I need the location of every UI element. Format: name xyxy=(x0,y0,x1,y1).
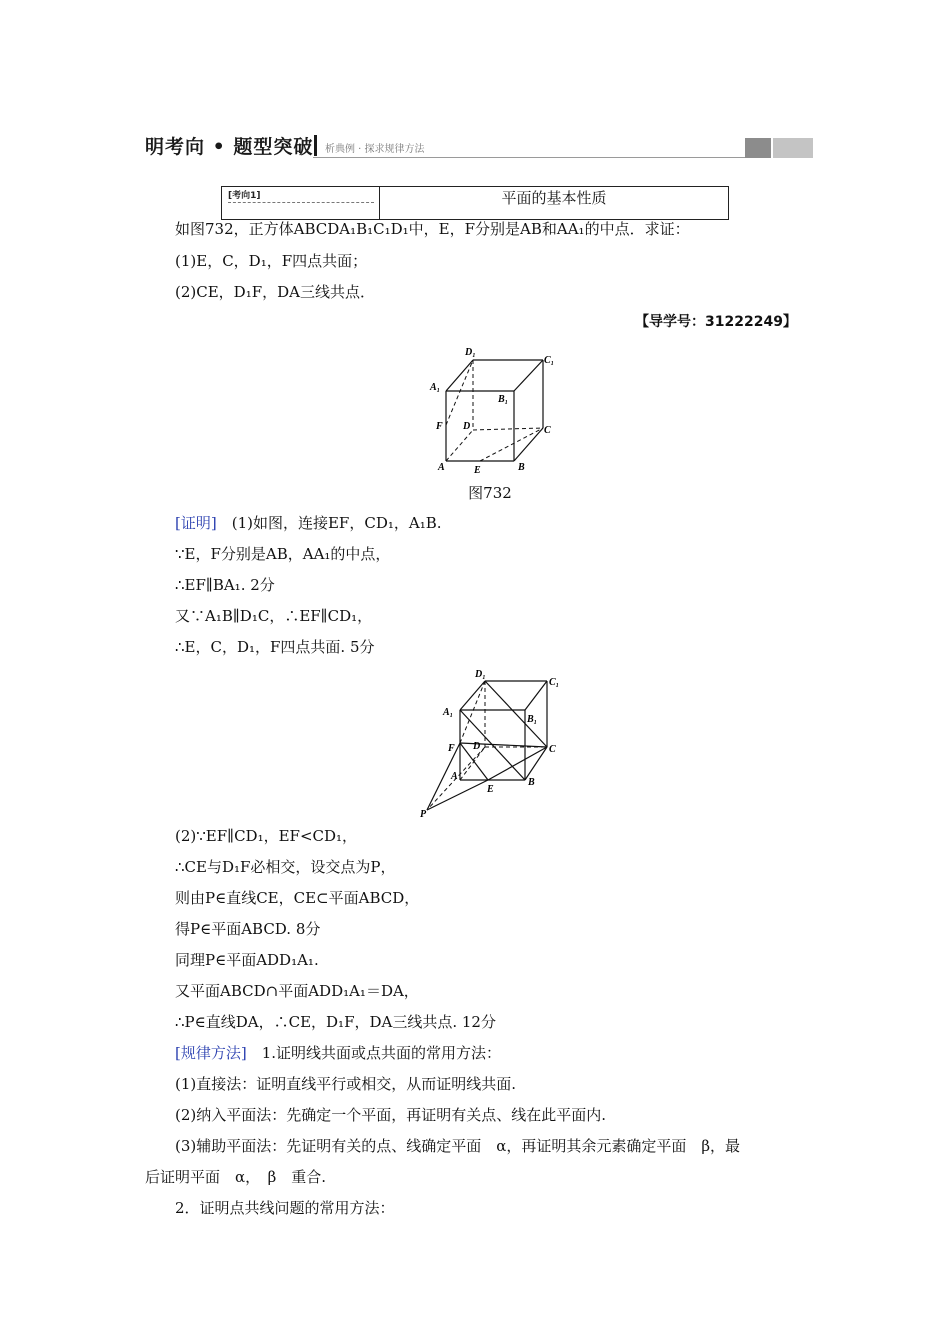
method-part-2: 2．证明点共线问题的常用方法： xyxy=(175,1199,395,1217)
label2-C1: C₁ xyxy=(549,677,560,688)
label-E: E xyxy=(474,465,481,476)
method-3-line-2: 后证明平面 α， β 重合. xyxy=(145,1168,327,1186)
section-header xyxy=(145,130,813,160)
tag-dashed-line xyxy=(228,202,374,203)
label2-P: P xyxy=(420,809,427,820)
header-divider xyxy=(314,135,317,156)
proof-line-8: 则由P∈直线CE，CE⊂平面ABCD， xyxy=(175,889,420,907)
method-1: (1)直接法：证明直线平行或相交，从而证明线共面. xyxy=(175,1075,517,1093)
figure-caption: 图732 xyxy=(468,484,512,502)
proof-line-5: ∴E，C，D₁，F四点共面. 5分 xyxy=(175,638,375,656)
label-C: C xyxy=(544,425,551,436)
proof-line-4: 又∵A₁B∥D₁C，∴EF∥CD₁， xyxy=(175,607,373,625)
label-C1: C₁ xyxy=(544,355,555,366)
label2-D1: D₁ xyxy=(475,669,486,680)
section-subtitle: 析典例 · 探求规律方法 xyxy=(325,144,425,155)
label2-C: C xyxy=(549,744,556,755)
label-D: D xyxy=(463,421,471,432)
proof-line-9: 得P∈平面ABCD. 8分 xyxy=(175,920,321,938)
label2-F: F xyxy=(448,743,455,754)
problem-part-2: (2)CE，D₁F，DA三线共点． xyxy=(175,283,375,301)
guide-number: 【导学号：31222249】 xyxy=(635,314,797,330)
label2-B: B xyxy=(528,777,535,788)
topic-tag: [考向1] xyxy=(228,191,261,201)
proof-line-7: ∴CE与D₁F必相交，设交点为P， xyxy=(175,858,396,876)
method-intro: [规律方法] 1.证明线共面或点共面的常用方法： xyxy=(175,1044,502,1062)
cube-figure-2 xyxy=(415,665,575,820)
method-tag: [规律方法] xyxy=(175,1044,247,1062)
method-2: (2)纳入平面法：先确定一个平面，再证明有关点、线在此平面内. xyxy=(175,1106,607,1124)
label2-A: A xyxy=(451,771,458,782)
proof-line-10: 同理P∈平面ADD₁A₁. xyxy=(175,951,319,969)
header-rule xyxy=(313,157,745,158)
method-3-line-1: (3)辅助平面法：先证明有关的点、线确定平面 α，再证明其余元素确定平面 β，最 xyxy=(175,1137,741,1155)
proof-line-1: [证明] (1)如图，连接EF，CD₁，A₁B. xyxy=(175,514,442,532)
cube-figure-1 xyxy=(420,340,570,480)
label2-E: E xyxy=(487,784,494,795)
label-B: B xyxy=(518,462,525,473)
problem-statement: 如图732，正方体ABCDA₁B₁C₁D₁中，E，F分别是AB和AA₁的中点．求证： xyxy=(175,220,690,238)
label-A1: A₁ xyxy=(430,382,441,393)
label-F: F xyxy=(436,421,443,432)
topic-tag-cell xyxy=(222,187,380,219)
proof-line-6: (2)∵EF∥CD₁，EF<CD₁， xyxy=(175,827,358,845)
proof-line-12: ∴P∈直线DA，∴CE，D₁F，DA三线共点. 12分 xyxy=(175,1013,496,1031)
label2-A1: A₁ xyxy=(443,707,454,718)
label2-D: D xyxy=(473,741,481,752)
label-D1: D₁ xyxy=(465,347,476,358)
topic-title: 平面的基本性质 xyxy=(501,189,607,207)
label-B1: B₁ xyxy=(498,394,509,405)
header-block-dark xyxy=(745,138,771,158)
problem-part-1: (1)E，C，D₁，F四点共面； xyxy=(175,252,368,270)
topic-table xyxy=(221,186,729,220)
proof-line-2: ∵E，F分别是AB，AA₁的中点， xyxy=(175,545,391,563)
header-block-light xyxy=(773,138,813,158)
label2-B1: B₁ xyxy=(527,714,538,725)
proof-line-11: 又平面ABCD∩平面ADD₁A₁＝DA， xyxy=(175,982,419,1000)
proof-line-3: ∴EF∥BA₁. 2分 xyxy=(175,576,275,594)
proof-tag: [证明] xyxy=(175,514,217,532)
label-A: A xyxy=(438,462,445,473)
section-title: 明考向 • 题型突破 xyxy=(145,136,314,158)
